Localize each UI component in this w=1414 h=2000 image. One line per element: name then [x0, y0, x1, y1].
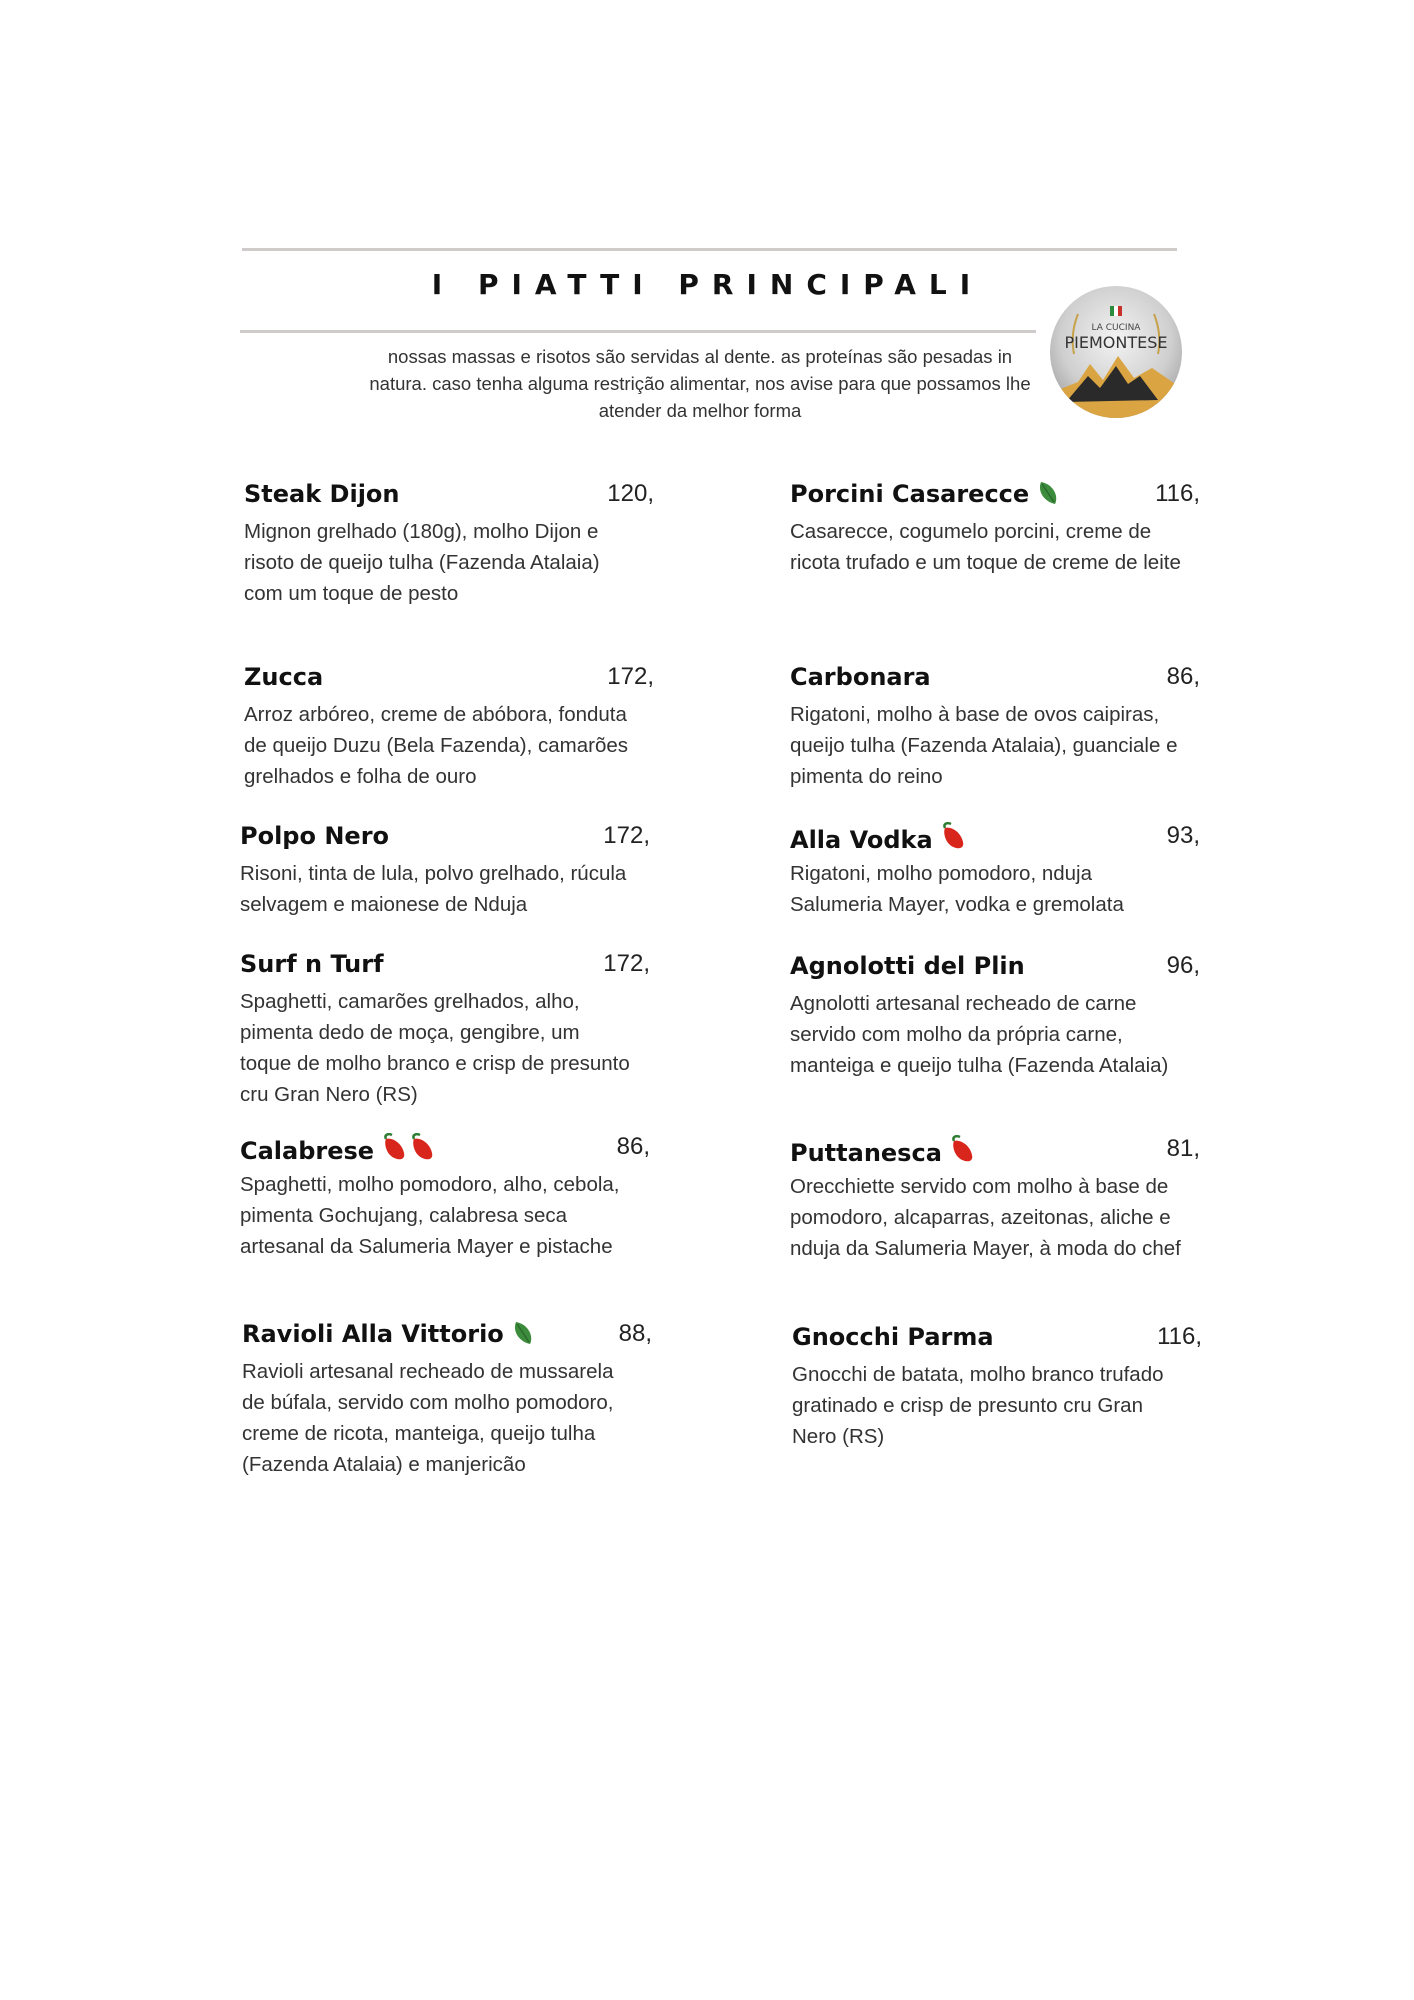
- dish-description: Spaghetti, camarões grelhados, alho, pimenta dedo de moça, gengibre, um toque de molho branco e crisp de presunto cru Gran Nero (RS): [240, 990, 630, 1106]
- dish-puttanesca: [790, 1135, 1200, 1264]
- intro-note: nossas massas e risotos são servidas al dente. as proteínas são pesadas in natura. caso tenha alguma restrição alimentar, nos avise para que possamos lhe atender da melhor forma: [369, 346, 1031, 421]
- logo-top-text: LA CUCINA: [1091, 323, 1141, 333]
- dish-alla-vodka: [790, 822, 1200, 920]
- dish-agnolotti-del-plin: [790, 952, 1200, 1081]
- top-divider: [242, 248, 1177, 251]
- pepper-icon: [382, 1133, 442, 1163]
- dish-description: Rigatoni, molho à base de ovos caipiras, queijo tulha (Fazenda Atalaia), guanciale e pimenta do reino: [790, 703, 1178, 788]
- dish-description: Risoni, tinta de lula, polvo grelhado, rúcula selvagem e maionese de Nduja: [240, 862, 627, 916]
- dish-name: Gnocchi Parma: [792, 1323, 994, 1351]
- leaf-icon: [1037, 480, 1059, 506]
- page-title: I PIATTI PRINCIPALI: [431, 268, 984, 301]
- dish-gnocchi-parma: [792, 1323, 1202, 1452]
- dish-name: Porcini Casarecce: [790, 480, 1030, 508]
- dish-name: Zucca: [244, 663, 324, 691]
- dish-description: Casarecce, cogumelo porcini, creme de ricota trufado e um toque de creme de leite: [790, 520, 1181, 574]
- pepper-icon: [950, 1135, 982, 1165]
- dish-price: 116,: [1157, 1323, 1202, 1350]
- dish-steak-dijon: [244, 480, 654, 609]
- title-divider: [240, 330, 1036, 333]
- restaurant-logo: [1048, 284, 1184, 420]
- dish-price: 86,: [616, 1133, 650, 1160]
- dish-calabrese: [240, 1133, 650, 1262]
- leaf-icon: [512, 1320, 534, 1346]
- dish-surf-n-turf: [240, 950, 650, 1110]
- dish-name: Agnolotti del Plin: [790, 952, 1025, 980]
- dish-zucca: [244, 663, 654, 792]
- dish-price: 116,: [1155, 480, 1200, 507]
- dish-price: 96,: [1166, 952, 1200, 979]
- dish-price: 81,: [1166, 1135, 1200, 1162]
- dish-price: 120,: [607, 480, 654, 507]
- dish-price: 172,: [603, 822, 650, 849]
- pepper-icon: [941, 822, 973, 852]
- dish-name: Ravioli Alla Vittorio: [242, 1320, 504, 1348]
- dish-description: Gnocchi de batata, molho branco trufado gratinado e crisp de presunto cru Gran Nero (RS): [792, 1363, 1164, 1448]
- dish-name: Puttanesca: [790, 1139, 942, 1167]
- dish-price: 172,: [603, 950, 650, 977]
- dish-description: Orecchiette servido com molho à base de pomodoro, alcaparras, azeitonas, aliche e nduja da Salumeria Mayer, à moda do chef: [790, 1175, 1181, 1260]
- dish-ravioli-alla-vittorio: [242, 1320, 652, 1480]
- dish-price: 93,: [1166, 822, 1200, 849]
- dish-description: Ravioli artesanal recheado de mussarela de búfala, servido com molho pomodoro, creme de ricota, manteiga, queijo tulha (Fazenda Atalaia) e manjericão: [242, 1360, 614, 1476]
- dish-description: Rigatoni, molho pomodoro, nduja Salumeria Mayer, vodka e gremolata: [790, 862, 1124, 916]
- dish-price: 172,: [607, 663, 654, 690]
- dish-description: Spaghetti, molho pomodoro, alho, cebola, pimenta Gochujang, calabresa seca artesanal da Salumeria Mayer e pistache: [240, 1173, 620, 1258]
- logo-brand-text: PIEMONTESE: [1064, 333, 1168, 352]
- dish-name: Alla Vodka: [790, 826, 933, 854]
- dish-name: Carbonara: [790, 663, 931, 691]
- dish-porcini-casarecce: [790, 480, 1200, 578]
- dish-price: 86,: [1166, 663, 1200, 690]
- dish-description: Mignon grelhado (180g), molho Dijon e risoto de queijo tulha (Fazenda Atalaia) com um toque de pesto: [244, 520, 600, 605]
- dish-description: Agnolotti artesanal recheado de carne servido com molho da própria carne, manteiga e queijo tulha (Fazenda Atalaia): [790, 992, 1169, 1077]
- dish-description: Arroz arbóreo, creme de abóbora, fonduta de queijo Duzu (Bela Fazenda), camarões grelhados e folha de ouro: [244, 703, 629, 788]
- dish-polpo-nero: [240, 822, 650, 920]
- dish-name: Steak Dijon: [244, 480, 400, 508]
- dish-price: 88,: [618, 1320, 652, 1347]
- dish-name: Calabrese: [240, 1137, 375, 1165]
- dish-carbonara: [790, 663, 1200, 792]
- dish-name: Polpo Nero: [240, 822, 390, 850]
- dish-name: Surf n Turf: [240, 950, 384, 978]
